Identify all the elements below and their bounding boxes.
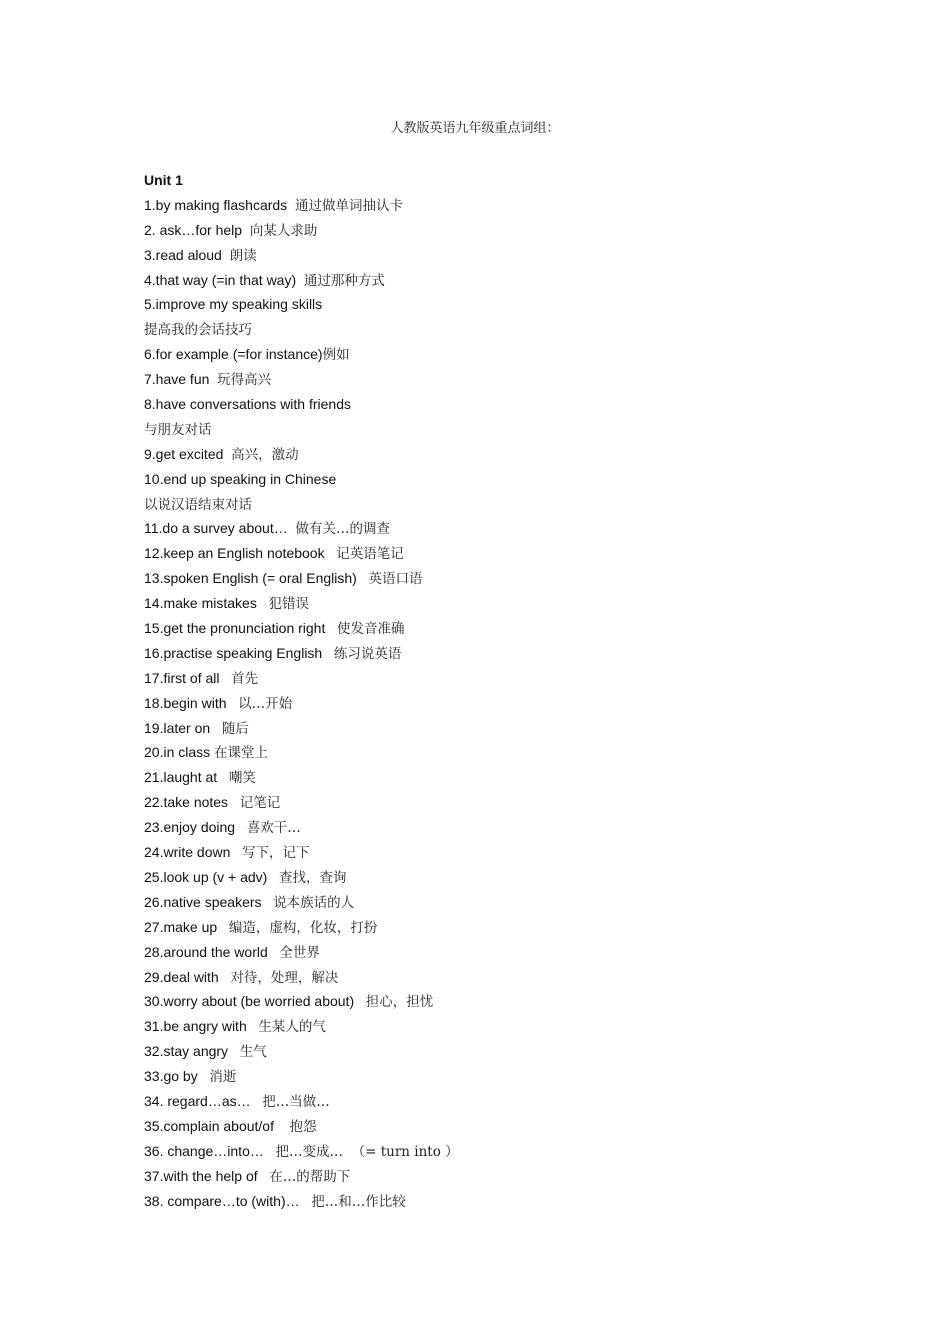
phrase-english: 35.complain about/of [144,1117,290,1134]
phrase-line [144,492,864,517]
phrase-chinese: 提高我的会话技巧 [144,322,252,339]
phrase-line [144,641,864,666]
phrase-line [144,865,864,890]
phrase-line [144,1089,864,1114]
phrase-chinese: 抱怨 [289,1118,317,1135]
phrase-line [144,666,864,691]
phrase-chinese: 把…当做… [262,1093,330,1110]
phrase-english: 8.have conversations with friends [144,396,351,413]
phrase-line [144,716,864,741]
phrase-english: 22.take notes [144,794,240,811]
phrase-english: 20.in class [144,744,215,761]
phrase-english: 10.end up speaking in Chinese [144,470,337,487]
phrase-chinese: 练习说英语 [333,645,402,662]
phrase-chinese: 与朋友对话 [144,421,212,438]
phrase-chinese: 消逝 [209,1069,237,1086]
phrase-line [144,1014,864,1039]
phrase-chinese: 在…的帮助下 [269,1168,351,1185]
phrase-line [144,342,864,367]
phrase-chinese: 以说汉语结束对话 [144,496,252,513]
phrase-line [144,691,864,716]
phrase-english: 2. ask…for help [144,221,250,238]
phrase-english: 11.do a survey about… [144,520,296,537]
phrase-line [144,193,864,218]
phrase-english: 21.laught at [144,769,229,786]
phrase-line [144,940,864,965]
phrase-english: 28.around the world [144,943,280,960]
phrase-line [144,740,864,765]
phrase-english: 19.later on [144,719,222,736]
phrase-chinese: 记英语笔记 [336,546,404,563]
phrase-chinese: 在课堂上 [214,745,269,762]
phrase-chinese: 对待，处理，解决 [230,969,339,986]
phrase-chinese: 全世界 [279,944,320,961]
phrase-line [144,815,864,840]
phrase-english: 32.stay angry [144,1043,240,1060]
phrase-list [144,193,864,1214]
phrase-chinese: 担心，担忧 [365,994,434,1011]
phrase-english: 34. regard…as… [144,1092,263,1109]
phrase-line [144,989,864,1014]
phrase-line [144,1189,864,1214]
phrase-line [144,516,864,541]
phrase-english: 37.with the help of [144,1167,270,1184]
phrase-english: 23.enjoy doing [144,819,247,836]
phrase-english: 25.look up (v + adv) [144,868,280,885]
phrase-line [144,243,864,268]
phrase-line [144,566,864,591]
phrase-chinese: 玩得高兴 [217,372,272,389]
phrase-english: 3.read aloud [144,246,230,263]
phrase-line [144,442,864,467]
phrase-line [144,1164,864,1189]
phrase-english: 27.make up [144,918,229,935]
phrase-english: 7.have fun [144,371,218,388]
phrase-english: 6.for example (=for instance) [144,346,323,363]
phrase-chinese: 随后 [221,720,249,737]
phrase-line [144,268,864,293]
phrase-line [144,317,864,342]
phrase-english: 31.be angry with [144,1018,259,1035]
phrase-chinese: 例如 [322,347,350,364]
phrase-line [144,915,864,940]
phrase-chinese: 把…变成… （= turn into ） [275,1143,459,1160]
phrase-english: 38. compare…to (with)… [144,1192,312,1209]
phrase-chinese: 喜欢干… [246,820,301,837]
phrase-line [144,790,864,815]
unit-heading: Unit 1 [144,172,183,188]
phrase-line [144,1064,864,1089]
phrase-line [144,591,864,616]
phrase-line [144,392,864,417]
phrase-english: 14.make mistakes [144,595,269,612]
phrase-english: 36. change…into… [144,1142,276,1159]
phrase-chinese: 使发音准确 [337,621,405,638]
phrase-chinese: 写下，记下 [242,845,310,862]
phrase-line [144,840,864,865]
phrase-english: 29.deal with [144,968,231,985]
phrase-chinese: 朗读 [229,247,257,264]
phrase-chinese: 嘲笑 [228,770,256,787]
document-title: 人教版英语九年级重点词组： [390,121,560,136]
phrase-line [144,965,864,990]
phrase-english: 5.improve my speaking skills [144,296,323,313]
phrase-english: 9.get excited [144,445,232,462]
phrase-chinese: 做有关…的调查 [295,521,390,538]
phrase-chinese: 犯错误 [268,596,309,613]
phrase-chinese: 通过做单词抽认卡 [294,197,403,214]
phrase-line [144,1114,864,1139]
phrase-line [144,890,864,915]
phrase-english: 18.begin with [144,694,239,711]
phrase-english: 24.write down [144,844,243,861]
phrase-chinese: 说本族话的人 [273,894,355,911]
phrase-chinese: 首先 [231,670,259,687]
phrase-chinese: 编造，虚构，化妆，打扮 [228,919,378,936]
phrase-english: 1.by making flashcards [144,196,295,213]
phrase-chinese: 把…和…作比较 [311,1193,406,1210]
phrase-line [144,367,864,392]
phrase-english: 30.worry about (be worried about) [144,993,366,1010]
phrase-english: 15.get the pronunciation right [144,620,338,637]
phrase-line [144,1039,864,1064]
phrase-line [144,467,864,492]
phrase-line [144,417,864,442]
phrase-english: 13.spoken English (= oral English) [144,570,369,587]
phrase-chinese: 生某人的气 [258,1019,326,1036]
phrase-english: 26.native speakers [144,893,274,910]
phrase-line [144,541,864,566]
phrase-english: 17.first of all [144,669,232,686]
phrase-english: 33.go by [144,1068,210,1085]
phrase-chinese: 以…开始 [238,695,293,712]
phrase-english: 4.that way (=in that way) [144,271,304,288]
phrase-chinese: 高兴，激动 [231,446,299,463]
phrase-chinese: 向某人求助 [249,222,318,239]
phrase-chinese: 生气 [239,1044,267,1061]
phrase-line [144,218,864,243]
document-body [144,168,864,1213]
phrase-line [144,1139,864,1164]
phrase-english: 16.practise speaking English [144,644,334,661]
phrase-line [144,292,864,317]
phrase-chinese: 查找，查询 [279,869,347,886]
phrase-line [144,616,864,641]
phrase-chinese: 通过那种方式 [303,272,385,289]
phrase-english: 12.keep an English notebook [144,545,337,562]
phrase-chinese: 英语口语 [368,571,423,588]
phrase-line [144,765,864,790]
phrase-chinese: 记笔记 [239,795,281,812]
